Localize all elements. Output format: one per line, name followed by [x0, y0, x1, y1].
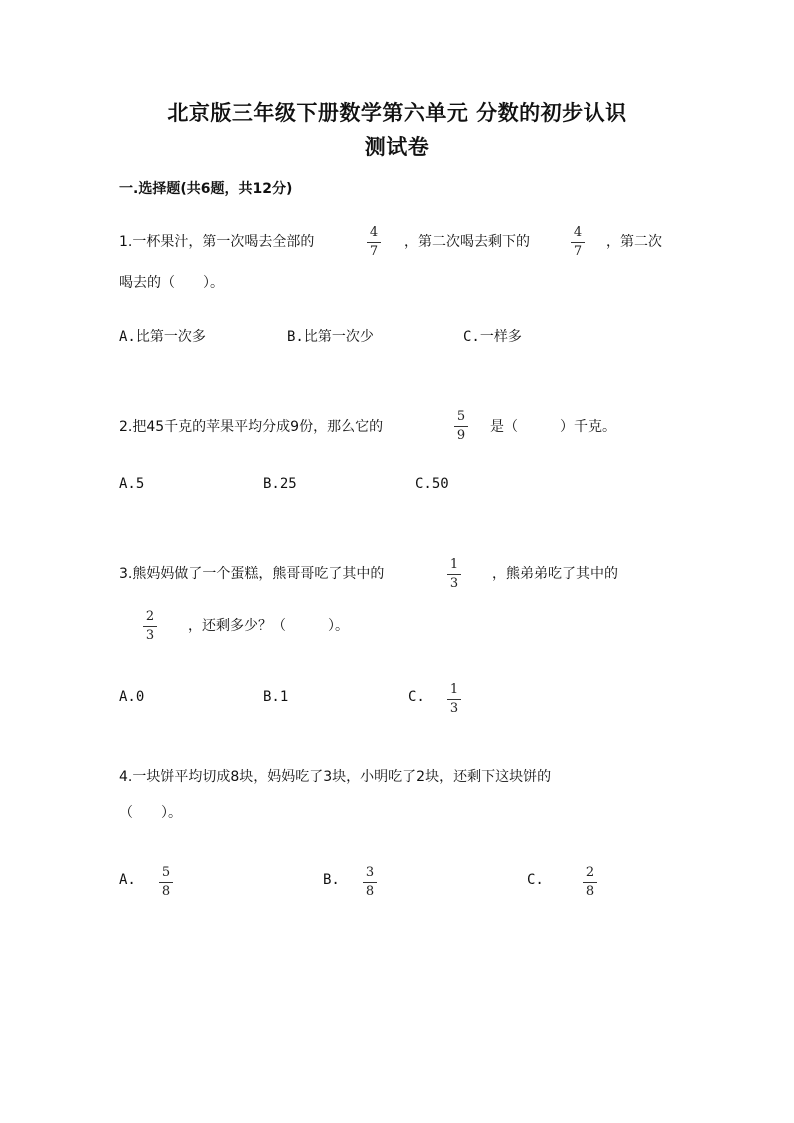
q3-option-c-fraction: [444, 683, 464, 717]
q4-text-b: （ ）。: [119, 805, 182, 821]
q1-fraction-b-numerator: 4: [573, 225, 583, 240]
q3-fraction-b: [140, 610, 160, 644]
q2-fraction-numerator: 5: [456, 409, 466, 424]
q3-text-a: 3.熊妈妈做了一个蛋糕，熊哥哥吃了其中的: [119, 566, 385, 582]
fraction-bar: [143, 626, 157, 627]
fraction-bar: [363, 882, 377, 883]
fraction-bar: [583, 882, 597, 883]
q4-option-a-fraction: [156, 866, 176, 900]
fraction-bar: [447, 574, 461, 575]
q4-option-b-denominator: 8: [365, 884, 375, 899]
page-title: 北京版三年级下册数学第六单元 分数的初步认识: [167, 100, 627, 125]
q1-fraction-a-numerator: 4: [369, 225, 379, 240]
section-heading: 一.选择题(共6题，共12分): [119, 181, 293, 197]
q3-text-c: ，还剩多少？（ ）。: [188, 618, 349, 634]
fraction-bar: [454, 426, 468, 427]
q1-fraction-b: [568, 226, 588, 260]
q1-option-c[interactable]: C.一样多: [463, 329, 522, 345]
q2-option-b[interactable]: B.25: [263, 476, 297, 492]
q3-option-c-denominator: 3: [449, 701, 459, 716]
q1-text-c: ，第二次: [606, 234, 662, 250]
q1-text-a: 1.一杯果汁，第一次喝去全部的: [119, 234, 315, 250]
q3-text-b: ，熊弟弟吃了其中的: [492, 566, 618, 582]
q4-option-a[interactable]: [119, 872, 136, 888]
q4-option-c-numerator: 2: [585, 865, 595, 880]
q4-option-a-numerator: 5: [161, 865, 171, 880]
fraction-bar: [367, 242, 381, 243]
q3-option-c-label: C.: [408, 689, 425, 705]
q1-fraction-a-denominator: 7: [369, 244, 379, 259]
q2-fraction: [451, 410, 471, 444]
q2-fraction-denominator: 9: [456, 428, 466, 443]
q4-option-c-label: C.: [527, 872, 544, 888]
q3-option-c[interactable]: [408, 689, 425, 705]
q4-option-b[interactable]: [323, 872, 340, 888]
q4-option-b-label: B.: [323, 872, 340, 888]
q4-option-c-fraction: [580, 866, 600, 900]
q2-text-a: 2.把45千克的苹果平均分成9份，那么它的: [119, 419, 384, 435]
q4-option-c-denominator: 8: [585, 884, 595, 899]
q3-option-a[interactable]: A.0: [119, 689, 145, 705]
q1-option-b[interactable]: B.比第一次少: [287, 329, 374, 345]
q3-option-b[interactable]: B.1: [263, 689, 289, 705]
q4-option-b-fraction: [360, 866, 380, 900]
q3-fraction-a-denominator: 3: [449, 576, 459, 591]
q4-option-a-denominator: 8: [161, 884, 171, 899]
q3-fraction-b-numerator: 2: [145, 609, 155, 624]
q1-text-d: 喝去的（ ）。: [119, 275, 224, 291]
q3-fraction-a-numerator: 1: [449, 557, 459, 572]
q2-option-a[interactable]: A.5: [119, 476, 145, 492]
fraction-bar: [159, 882, 173, 883]
q4-text-a: 4.一块饼平均切成8块，妈妈吃了3块，小明吃了2块，还剩下这块饼的: [119, 769, 552, 785]
q3-option-c-numerator: 1: [449, 682, 459, 697]
q1-fraction-b-denominator: 7: [573, 244, 583, 259]
q1-text-b: ，第二次喝去剩下的: [404, 234, 530, 250]
q4-option-c[interactable]: [527, 872, 544, 888]
q1-fraction-a: [364, 226, 384, 260]
fraction-bar: [571, 242, 585, 243]
fraction-bar: [447, 699, 461, 700]
q4-option-a-label: A.: [119, 872, 136, 888]
q2-text-b: 是（ ）千克。: [490, 419, 616, 435]
page-subtitle: 测试卷: [364, 134, 430, 159]
q3-fraction-b-denominator: 3: [145, 628, 155, 643]
q4-option-b-numerator: 3: [365, 865, 375, 880]
q3-fraction-a: [444, 558, 464, 592]
q1-option-a[interactable]: A.比第一次多: [119, 329, 206, 345]
q2-option-c[interactable]: C.50: [415, 476, 449, 492]
